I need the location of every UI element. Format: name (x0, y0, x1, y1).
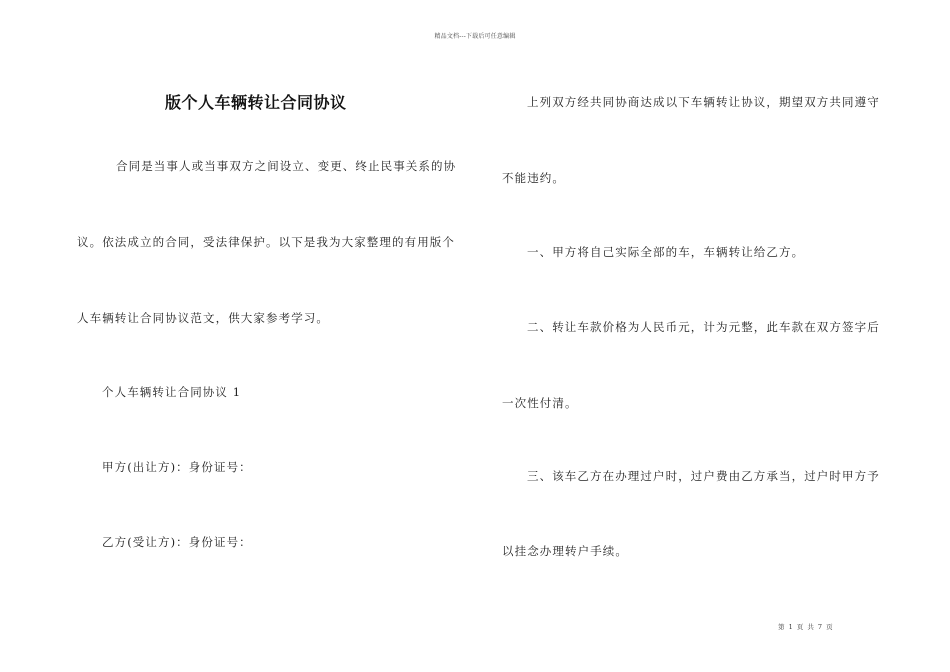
right-paragraph-line-2: 不能违约。 (502, 171, 565, 185)
page-header: 精品文档---下载后可任意编辑 (434, 33, 516, 40)
clause-2-line-1: 二、转让车款价格为人民币元，计为元整，此车款在双方签字后 (527, 320, 880, 334)
left-paragraph-line-2: 议。依法成立的合同，受法律保护。以下是我为大家整理的有用版个 (77, 235, 455, 249)
clause-3-line-1: 三、该车乙方在办理过户时，过户费由乙方承当，过户时甲方予 (527, 469, 880, 483)
document-title: 版个人车辆转让合同协议 (165, 93, 347, 112)
left-paragraph-line-3: 人车辆转让合同协议范文，供大家参考学习。 (77, 311, 329, 325)
party-a-line: 甲方(出让方)：身份证号： (102, 460, 252, 474)
clause-1-line: 一、甲方将自己实际全部的车，车辆转让给乙方。 (527, 245, 805, 259)
clause-3-line-2: 以挂念办理转户手续。 (502, 544, 628, 558)
page-number: 第 1 页 共 7 页 (778, 623, 834, 631)
party-b-line: 乙方(受让方)：身份证号： (102, 535, 252, 549)
left-paragraph-line-1: 合同是当事人或当事双方之间设立、变更、终止民事关系的协 (116, 159, 457, 173)
agreement-heading: 个人车辆转让合同协议 1 (102, 385, 242, 399)
clause-2-line-2: 一次性付清。 (502, 396, 578, 410)
right-paragraph-line-1: 上列双方经共同协商达成以下车辆转让协议，期望双方共同遵守 (527, 95, 880, 109)
